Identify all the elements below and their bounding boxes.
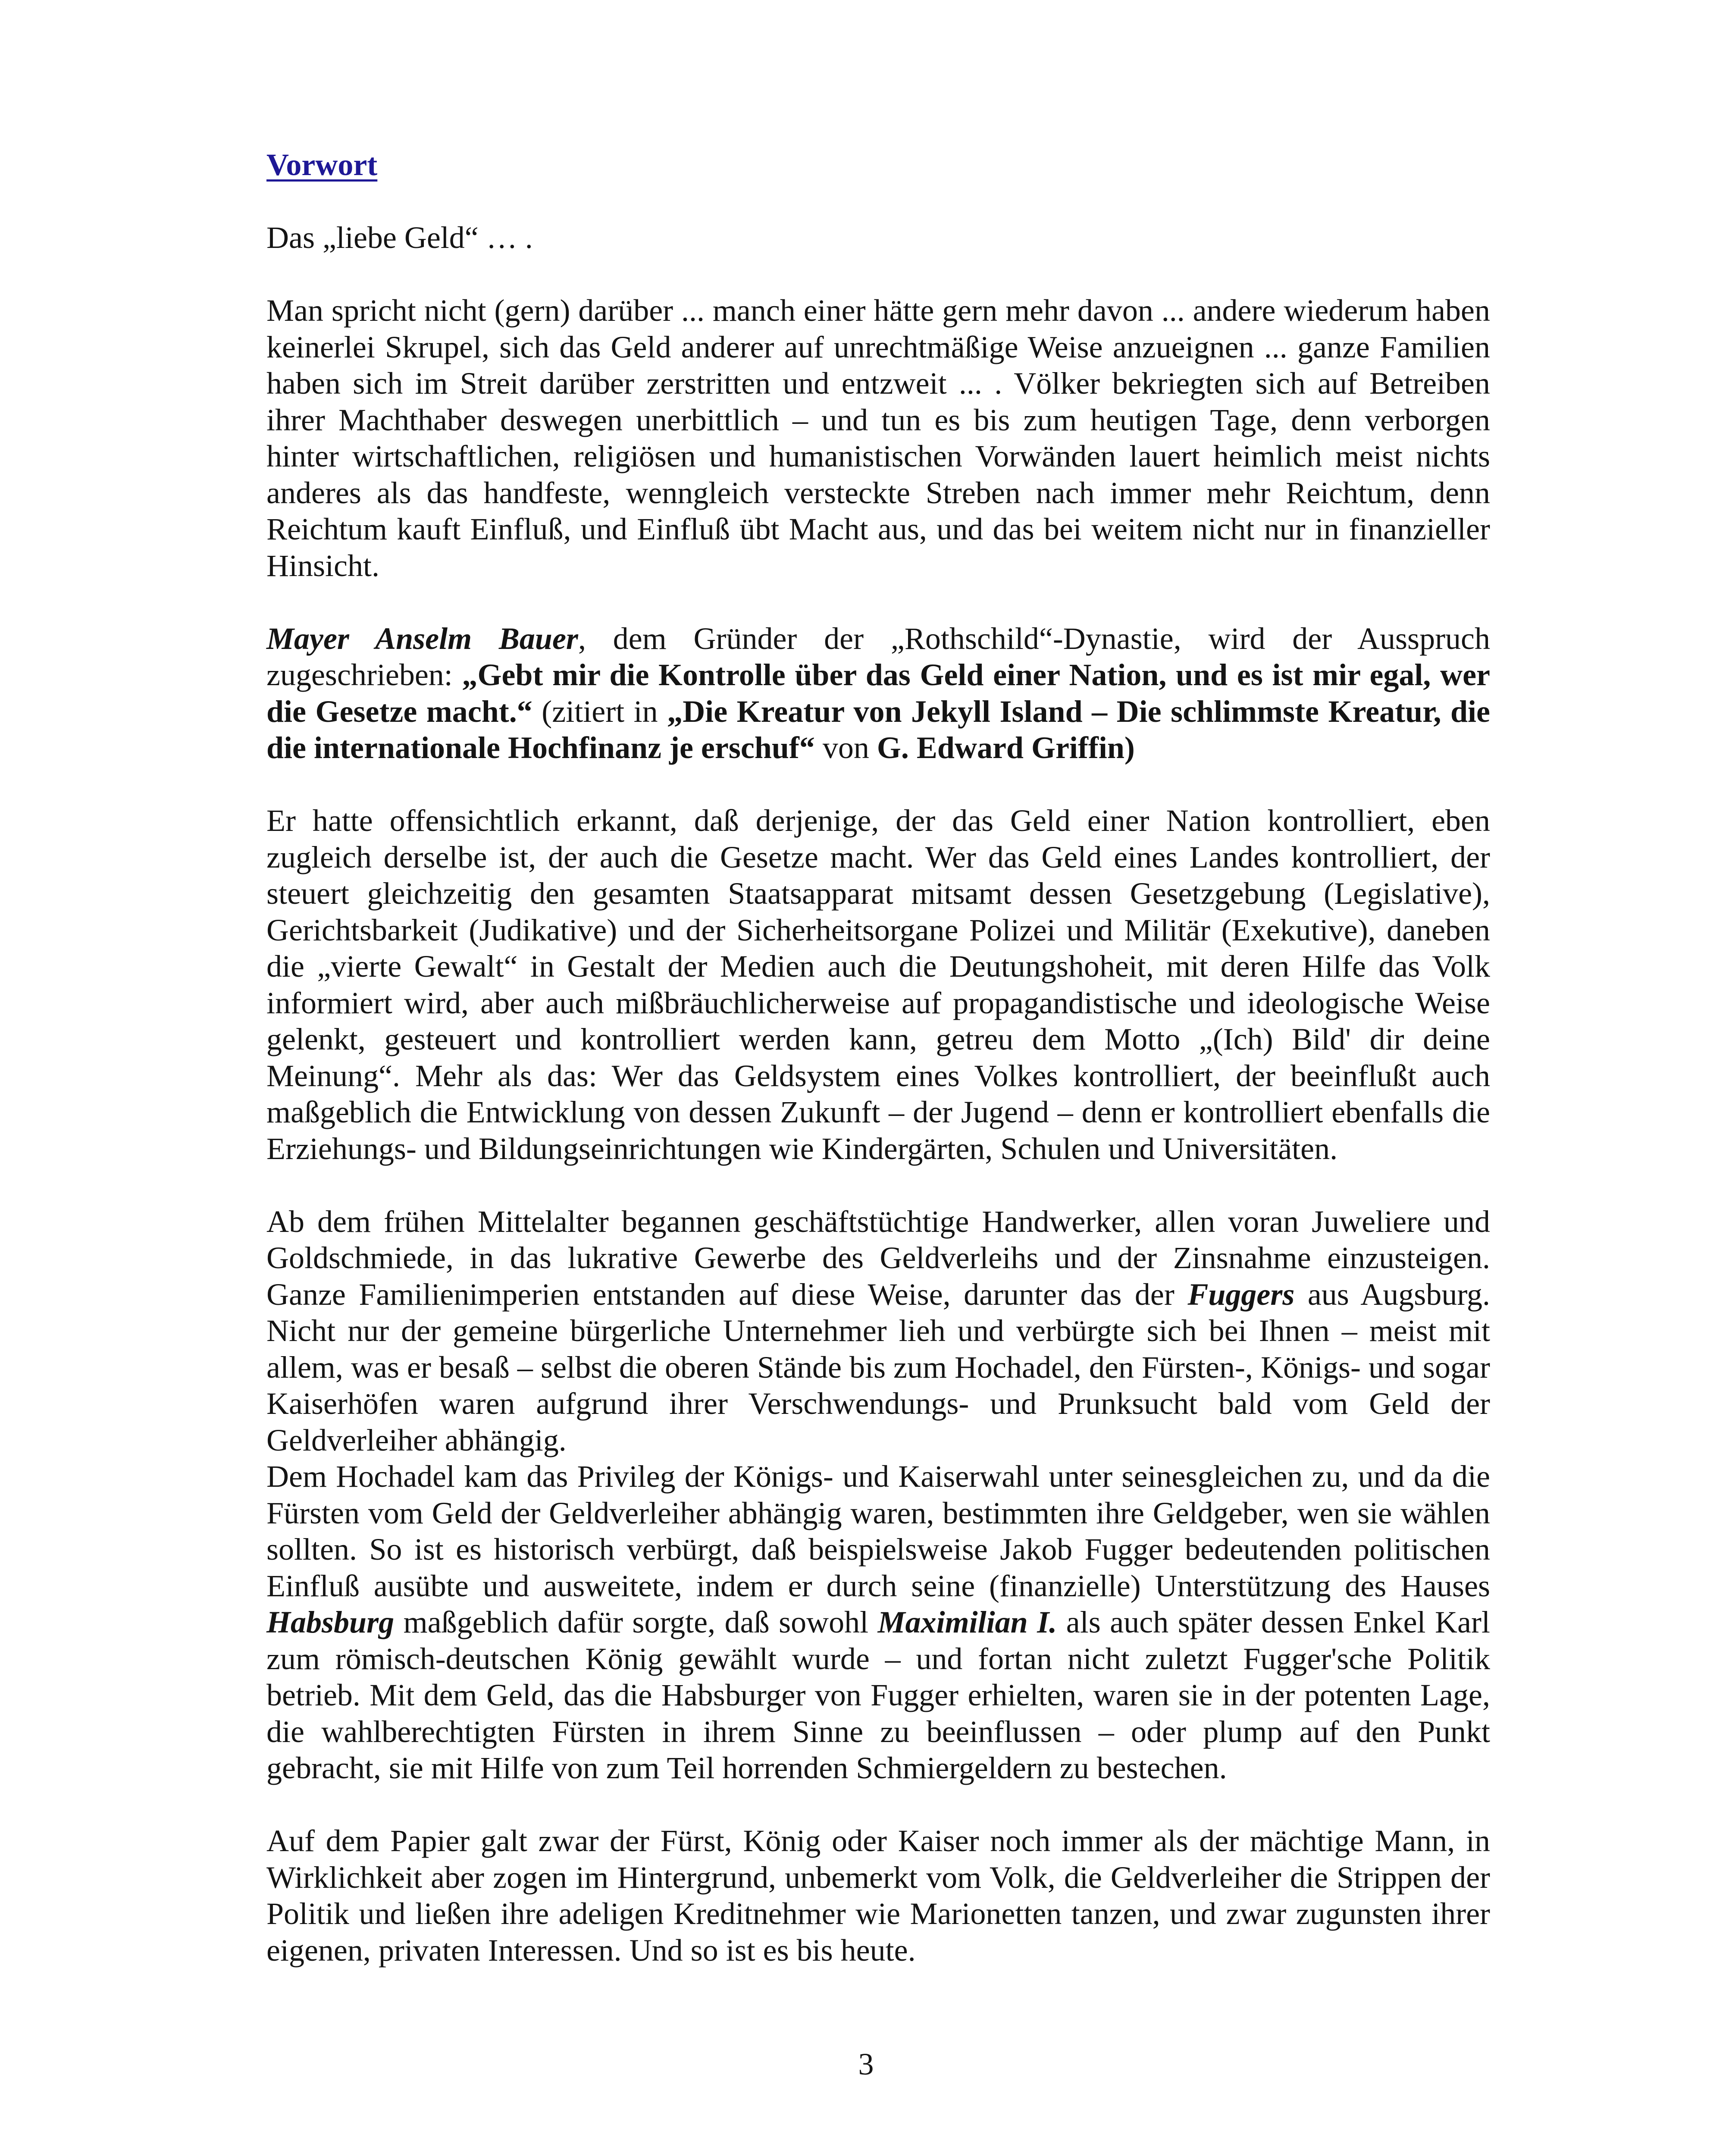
document-body	[266, 147, 1490, 1968]
paragraph-2-text-1: , dem Gründer der „Rothschild“-Dynastie, wird der Ausspruch zugeschrieben:	[266, 621, 1491, 692]
section-heading	[266, 147, 1490, 183]
paragraph-6: Auf dem Papier galt zwar der Fürst, König oder Kaiser noch immer als der mächtige Mann, in Wirklichkeit aber zogen im Hintergrund, unbemerkt vom Volk, die Geldverleiher die Strippen der Politik und ließen ihre adeligen Kreditnehmer wie Marionetten tanzen, und zwar zugunsten ihrer eigenen, privaten Interessen. Und so ist es bis heute.	[266, 1824, 1490, 1968]
paragraph-2-text-3: von	[814, 730, 877, 765]
paragraph-1: Man spricht nicht (gern) darüber ... manch einer hätte gern mehr davon ... andere wiederum haben keinerlei Skrupel, sich das Geld anderer auf unrechtmäßige Weise anzueignen ... ganze Familien haben sich im Streit darüber zerstritten und entzweit ... . Völker bekriegten sich auf Betreiben ihrer Machthaber deswegen unerbittlich – und tun es bis zum heutigen Tage, denn verborgen hinter wirtschaftlichen, religiösen und humanistischen Vorwänden lauert heimlich meist nichts anderes als das handfeste, wenngleich versteckte Streben nach immer mehr Reichtum, denn Reichtum kauft Einfluß, und Einfluß übt Macht aus, und das bei weitem nicht nur in finanzieller Hinsicht.	[266, 293, 1490, 583]
paragraph-2	[266, 620, 1490, 766]
book-title: „Die Kreatur von Jekyll Island – Die schlimmste Kreatur, die die internationale Hochfinanz je erschuf“	[266, 694, 1490, 765]
paragraph-2-text-2: (zitiert in	[532, 694, 667, 729]
paragraph-3: Er hatte offensichtlich erkannt, daß derjenige, der das Geld einer Nation kontrolliert, eben zugleich derselbe ist, der auch die Gesetze macht. Wer das Geld eines Landes kontrolliert, der steuert gleichzeitig den gesamten Staatsapparat mitsamt dessen Gesetzgebung (Legislative), Gerichtsbarkeit (Judikative) und der Sicherheitsorgane Polizei und Militär (Exekutive), daneben die „vierte Gewalt“ in Gestalt der Medien auch die Deutungshoheit, mit deren Hilfe das Volk informiert wird, aber auch mißbräuchlicherweise auf propagandistische und ideologische Weise gelenkt, gesteuert und kontrolliert werden kann, getreu dem Motto „(Ich) Bild' dir deine Meinung“. Mehr als das: Wer das Geldsystem eines Volkes kontrolliert, der beeinflußt auch maßgeblich die Entwicklung von dessen Zukunft – der Jugend – denn er kontrolliert ebenfalls die Erziehungs- und Bildungseinrichtungen wie Kindergärten, Schulen und Universitäten.	[266, 803, 1490, 1166]
book-author: G. Edward Griffin)	[877, 730, 1135, 765]
name-maximilian: Maximilian I.	[877, 1605, 1057, 1639]
paragraph-4	[266, 1203, 1490, 1459]
paragraph-5	[266, 1458, 1490, 1786]
name-fuggers: Fuggers	[1187, 1277, 1295, 1312]
paragraph-5-text-3: als auch später dessen Enkel Karl zum römisch-deutschen König gewählt wurde – und fortan nicht zuletzt Fugger'sche Politik betrieb. Mit dem Geld, das die Habsburger von Fugger erhielten, waren sie in der potenten Lage, die wahlberechtigten Fürsten in ihrem Sinne zu beeinflussen – oder plump auf den Punkt gebracht, sie mit Hilfe von zum Teil horrenden Schmiergeldern zu bestechen.	[266, 1605, 1490, 1785]
paragraph-5-text-2: maßgeblich dafür sorgte, daß sowohl	[394, 1605, 878, 1639]
intro-line: Das „liebe Geld“ … .	[266, 220, 533, 255]
rothschild-quote: „Gebt mir die Kontrolle über das Geld einer Nation, und es ist mir egal, wer die Gesetze macht.“	[266, 658, 1490, 729]
person-name-mayer-anselm-bauer: Mayer Anselm Bauer	[266, 621, 578, 656]
paragraph-5-text-1: Dem Hochadel kam das Privileg der Königs- und Kaiserwahl unter seinesgleichen zu, und da die Fürsten vom Geld der Geldverleiher abhängig waren, bestimmten ihre Geldgeber, wen sie wählen sollten. So ist es historisch verbürgt, daß beispielsweise Jakob Fugger bedeutenden politischen Einfluß ausübte und ausweitete, indem er durch seine (finanzielle) Unterstützung des Hauses	[266, 1459, 1490, 1603]
paragraph-4-text-1: Ab dem frühen Mittelalter begannen geschäftstüchtige Handwerker, allen voran Juweliere und Goldschmiede, in das lukrative Gewerbe des Geldverleihs und der Zinsnahme einzusteigen. Ganze Familienimperien entstanden auf diese Weise, darunter das der	[266, 1204, 1490, 1312]
heading-link-vorwort[interactable]: Vorwort	[266, 147, 378, 182]
paragraph-4-text-2: aus Augsburg. Nicht nur der gemeine bürgerliche Unternehmer lieh und verbürgte sich bei Ihnen – meist mit allem, was er besaß – selbst die oberen Stände bis zum Hochadel, den Fürsten-, Königs- und sogar Kaiserhöfen waren aufgrund ihrer Verschwendungs- und Prunksucht bald vom Geld der Geldverleiher abhängig.	[266, 1277, 1490, 1457]
page-number: 3	[858, 2047, 874, 2081]
name-habsburg: Habsburg	[266, 1605, 395, 1639]
